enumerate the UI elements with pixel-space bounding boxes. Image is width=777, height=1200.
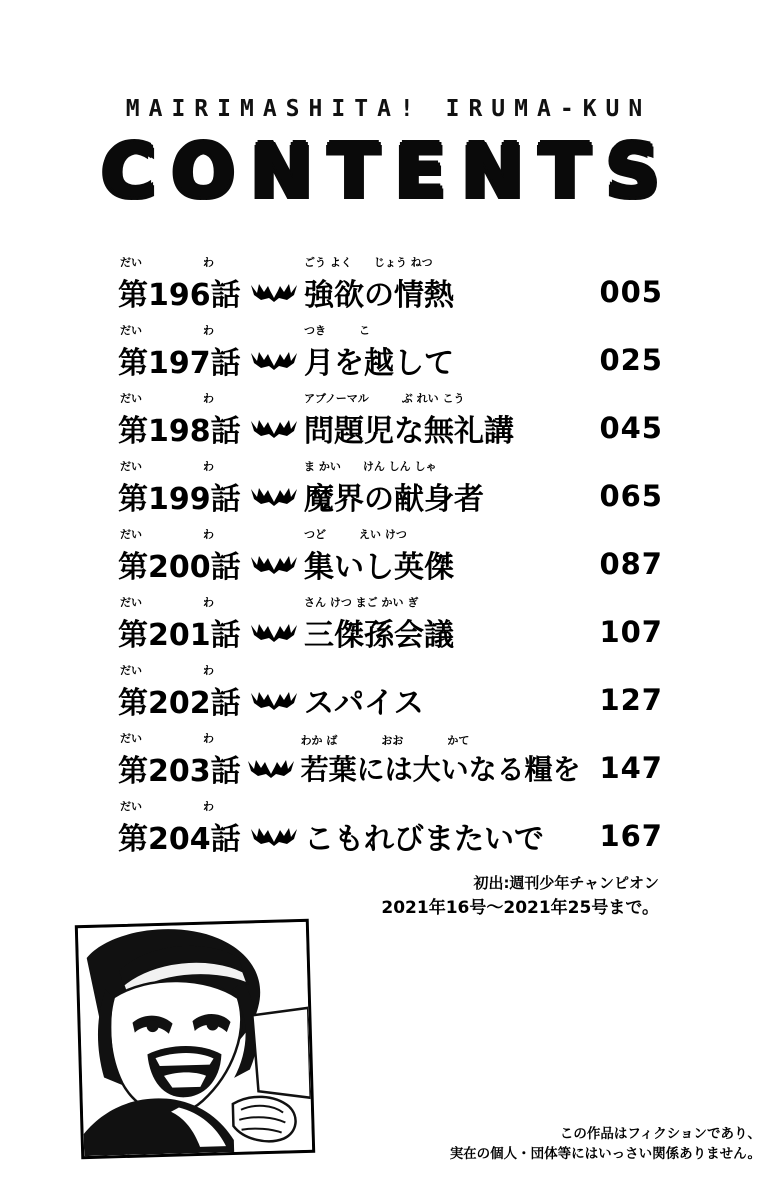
bat-icon xyxy=(248,825,300,847)
chapter-page-number: 065 xyxy=(599,479,663,513)
chapter-title-ruby: ま かい けん しん しゃ xyxy=(304,460,437,473)
chapter-title-ruby: つど えい けつ xyxy=(304,528,407,541)
bat-icon xyxy=(248,621,300,643)
chapter-number xyxy=(118,460,248,518)
chapter-page-number: 147 xyxy=(599,751,663,785)
bat-icon xyxy=(248,485,300,507)
page-title: CONTENTS xyxy=(101,128,676,214)
manga-character-artwork xyxy=(78,922,312,1156)
chapter-title xyxy=(300,528,579,586)
toc-row[interactable] xyxy=(118,530,663,598)
chapter-number-ruby: だい xyxy=(120,732,142,745)
source-note-line2: 2021年16号〜2021年25号まで。 xyxy=(381,898,659,919)
bat-icon xyxy=(248,417,300,439)
chapter-page-number: 045 xyxy=(599,411,663,445)
chapter-page-number: 087 xyxy=(599,547,663,581)
bat-icon xyxy=(248,689,300,711)
chapter-number xyxy=(118,800,248,858)
chapter-number xyxy=(118,324,248,382)
chapter-title xyxy=(300,324,579,382)
chapter-number xyxy=(118,256,248,314)
toc-row[interactable] xyxy=(118,802,663,870)
chapter-title xyxy=(300,256,579,314)
source-note-line1: 初出:週刊少年チャンピオン xyxy=(473,874,659,892)
chapter-number-text: 第198話 xyxy=(118,414,241,449)
chapter-page-number: 107 xyxy=(599,615,663,649)
chapter-number xyxy=(118,732,246,790)
source-note xyxy=(381,872,659,922)
toc-row[interactable] xyxy=(118,734,663,802)
chapter-title-ruby: つき こ xyxy=(304,324,370,337)
series-title: MAIRIMASHITA! IRUMA-KUN xyxy=(125,96,652,122)
chapter-title xyxy=(300,678,579,722)
chapter-title-text: こもれびまたいで xyxy=(304,822,544,857)
chapter-page-number: 005 xyxy=(599,275,663,309)
chapter-title-ruby: さん けつ まご かい ぎ xyxy=(304,596,419,609)
bat-icon xyxy=(248,281,300,303)
chapter-number-ruby: だい xyxy=(120,528,142,541)
chapter-number-ruby: だい xyxy=(120,256,142,269)
table-of-contents xyxy=(118,258,663,870)
chapter-title xyxy=(300,814,579,858)
chapter-number-text: 第197話 xyxy=(118,346,241,381)
chapter-number-text: 第199話 xyxy=(118,482,241,517)
chapter-number-ruby: わ xyxy=(203,324,214,337)
chapter-page-number: 127 xyxy=(599,683,663,717)
chapter-title-text: 強欲の情熱 xyxy=(304,278,454,313)
chapter-title-text: 三傑孫会議 xyxy=(304,618,454,653)
toc-row[interactable] xyxy=(118,598,663,666)
chapter-number-ruby: わ xyxy=(203,800,214,813)
bat-icon xyxy=(248,349,300,371)
toc-row[interactable] xyxy=(118,258,663,326)
chapter-number-ruby: わ xyxy=(203,460,214,473)
chapter-number-ruby: わ xyxy=(203,256,214,269)
chapter-title-text: 月を越して xyxy=(304,346,454,381)
chapter-number-ruby: わ xyxy=(203,732,214,745)
chapter-number-text: 第202話 xyxy=(118,686,241,721)
chapter-number-text: 第201話 xyxy=(118,618,241,653)
chapter-number-text: 第196話 xyxy=(118,278,241,313)
bat-icon xyxy=(248,553,300,575)
chapter-number-text: 第204話 xyxy=(118,822,241,857)
chapter-number-ruby: わ xyxy=(203,528,214,541)
chapter-title-ruby: アブノーマル ぶ れい こう xyxy=(304,392,465,405)
chapter-page-number: 167 xyxy=(599,819,663,853)
chapter-title-ruby: ごう よく じょう ねつ xyxy=(304,256,433,269)
chapter-number-ruby: だい xyxy=(120,324,142,337)
chapter-title-text: 問題児な無礼講 xyxy=(304,414,514,449)
disclaimer-line1: この作品はフィクションであり、 xyxy=(559,1125,761,1142)
chapter-page-number: 025 xyxy=(599,343,663,377)
chapter-number-ruby: だい xyxy=(120,392,142,405)
chapter-title xyxy=(297,734,581,788)
chapter-title-text: 若葉には大いなる糧を xyxy=(300,753,581,786)
chapter-number-ruby: だい xyxy=(120,800,142,813)
chapter-number-ruby: だい xyxy=(120,460,142,473)
chapter-number-ruby: だい xyxy=(120,664,142,677)
chapter-title-text: 集いし英傑 xyxy=(304,550,454,585)
toc-row[interactable] xyxy=(118,394,663,462)
chapter-title xyxy=(300,596,579,654)
chapter-number xyxy=(118,528,248,586)
chapter-number-ruby: だい xyxy=(120,596,142,609)
toc-row[interactable] xyxy=(118,462,663,530)
chapter-number-ruby: わ xyxy=(203,392,214,405)
chapter-number-ruby: わ xyxy=(203,664,214,677)
chapter-number xyxy=(118,596,248,654)
chapter-title-text: スパイス xyxy=(304,686,424,721)
chapter-number-ruby: わ xyxy=(203,596,214,609)
disclaimer-line2: 実在の個人・団体等にはいっさい関係ありません。 xyxy=(449,1145,761,1162)
disclaimer xyxy=(450,1124,761,1165)
chapter-number xyxy=(118,392,248,450)
chapter-title-text: 魔界の献身者 xyxy=(304,482,484,517)
chapter-number-text: 第200話 xyxy=(118,550,241,585)
chapter-number-text: 第203話 xyxy=(118,754,241,789)
manga-character-panel xyxy=(75,919,315,1159)
bat-icon xyxy=(246,757,297,779)
chapter-title-ruby: わか ば おお かて xyxy=(300,734,470,747)
chapter-title xyxy=(300,392,579,450)
toc-row[interactable] xyxy=(118,666,663,734)
chapter-title xyxy=(300,460,579,518)
toc-row[interactable] xyxy=(118,326,663,394)
chapter-number xyxy=(118,664,248,722)
